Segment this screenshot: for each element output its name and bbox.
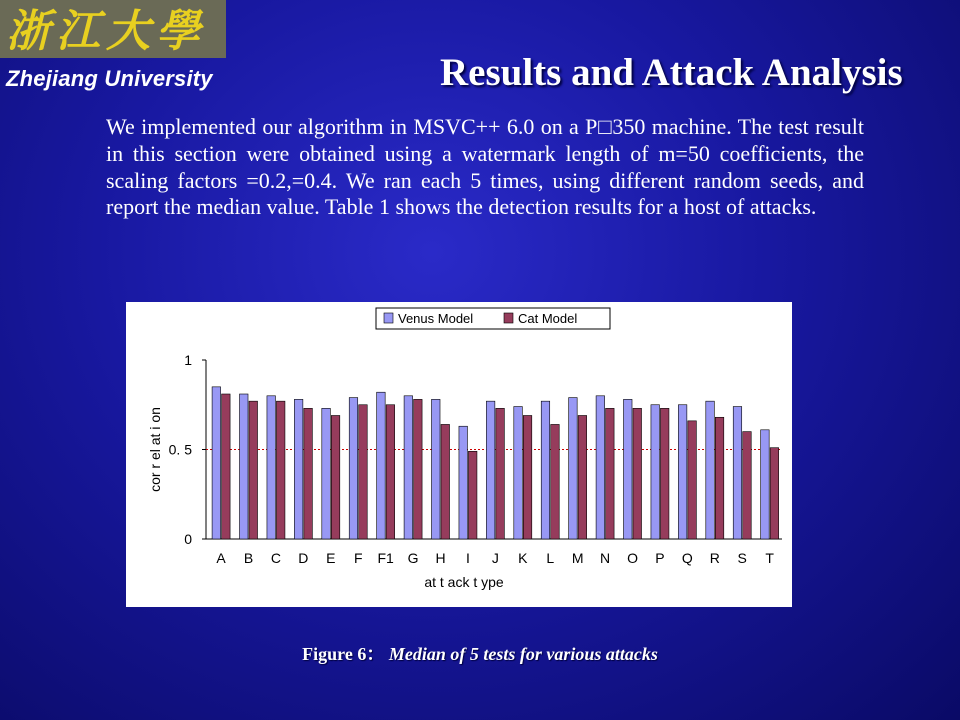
y-tick-label: 0. 5 (168, 441, 192, 458)
bar-cat (276, 401, 285, 539)
bar-venus (541, 401, 550, 539)
legend-swatch-venus (384, 313, 393, 323)
x-tick-label: H (435, 550, 446, 566)
bar-cat (688, 421, 697, 539)
legend-label-cat: Cat Model (518, 311, 578, 326)
bar-cat (523, 415, 532, 539)
bar-venus (514, 407, 523, 539)
x-tick-label: B (243, 550, 254, 566)
bar-venus (486, 401, 495, 539)
x-tick-label: J (491, 550, 499, 566)
bar-cat (468, 451, 477, 539)
bar-venus (706, 401, 715, 539)
bar-venus (569, 398, 578, 539)
bar-cat (222, 394, 231, 539)
caption-label: Figure 6： (302, 644, 385, 664)
bar-cat (660, 408, 669, 539)
bar-venus (294, 399, 303, 539)
university-name: Zhejiang University (6, 66, 213, 91)
bar-cat (770, 448, 779, 539)
y-axis-label: cor r el at i on (147, 407, 163, 492)
bar-venus (240, 394, 249, 539)
bar-cat (331, 415, 340, 539)
caption-text: Median of 5 tests for various attacks (388, 644, 658, 664)
bar-chart (126, 302, 792, 607)
bar-cat (633, 408, 642, 539)
slide-title: Results and Attack Analysis (440, 51, 903, 94)
bar-venus (596, 396, 605, 539)
x-tick-label: M (571, 550, 584, 566)
bar-cat (249, 401, 258, 539)
bar-venus (624, 399, 633, 539)
bar-venus (459, 426, 468, 539)
x-tick-label: Q (681, 550, 693, 566)
x-axis-label: at t ack t ype (424, 574, 504, 590)
bar-venus (733, 407, 742, 539)
x-tick-label: E (326, 550, 336, 566)
bar-venus (349, 398, 358, 539)
x-tick-label: O (627, 550, 638, 566)
bar-venus (432, 399, 441, 539)
bar-cat (551, 424, 560, 539)
x-tick-label: S (737, 550, 747, 566)
bar-cat (359, 405, 368, 539)
x-tick-label: N (600, 550, 611, 566)
y-tick-label: 1 (184, 352, 192, 368)
bar-cat (496, 408, 505, 539)
x-tick-label: I (465, 550, 470, 566)
x-tick-label: K (518, 550, 528, 566)
bar-venus (377, 392, 386, 539)
bar-venus (651, 405, 660, 539)
x-tick-label: G (407, 550, 419, 566)
x-tick-label: C (270, 550, 282, 566)
bar-venus (404, 396, 413, 539)
x-tick-label: P (655, 550, 665, 566)
bar-cat (386, 405, 395, 539)
bar-cat (578, 415, 587, 539)
bar-cat (304, 408, 313, 539)
bar-venus (212, 387, 221, 539)
legend-label-venus: Venus Model (398, 311, 474, 326)
x-tick-label: R (709, 550, 720, 566)
x-tick-label: A (216, 550, 226, 566)
university-logo (0, 0, 226, 58)
bar-venus (322, 408, 331, 539)
bar-cat (743, 432, 752, 539)
bar-cat (414, 399, 423, 539)
x-tick-label: T (765, 550, 774, 566)
figure-caption (0, 640, 960, 666)
bar-venus (761, 430, 770, 539)
chart-container (126, 302, 792, 607)
bar-cat (441, 424, 450, 539)
bar-cat (715, 417, 724, 539)
bar-cat (606, 408, 615, 539)
legend-swatch-cat (504, 313, 513, 323)
logo-calligraphy: 浙江大學 (6, 6, 206, 57)
y-tick-label: 0 (184, 531, 192, 547)
bar-venus (678, 405, 687, 539)
bar-venus (267, 396, 276, 539)
x-tick-label: F1 (377, 550, 394, 566)
x-tick-label: D (298, 550, 309, 566)
x-tick-label: F (353, 550, 363, 566)
body-paragraph: We implemented our algorithm in MSVC++ 6.0 on a P□350 machine. The test result in this section were obtained using a watermark length of m=50 coefficients, the scaling factors =0.2,=0.4. We ran each 5 times, using different random seeds, and report the median value. Table 1 shows the detection results for a host of attacks. (106, 114, 864, 220)
x-tick-label: L (546, 550, 555, 566)
